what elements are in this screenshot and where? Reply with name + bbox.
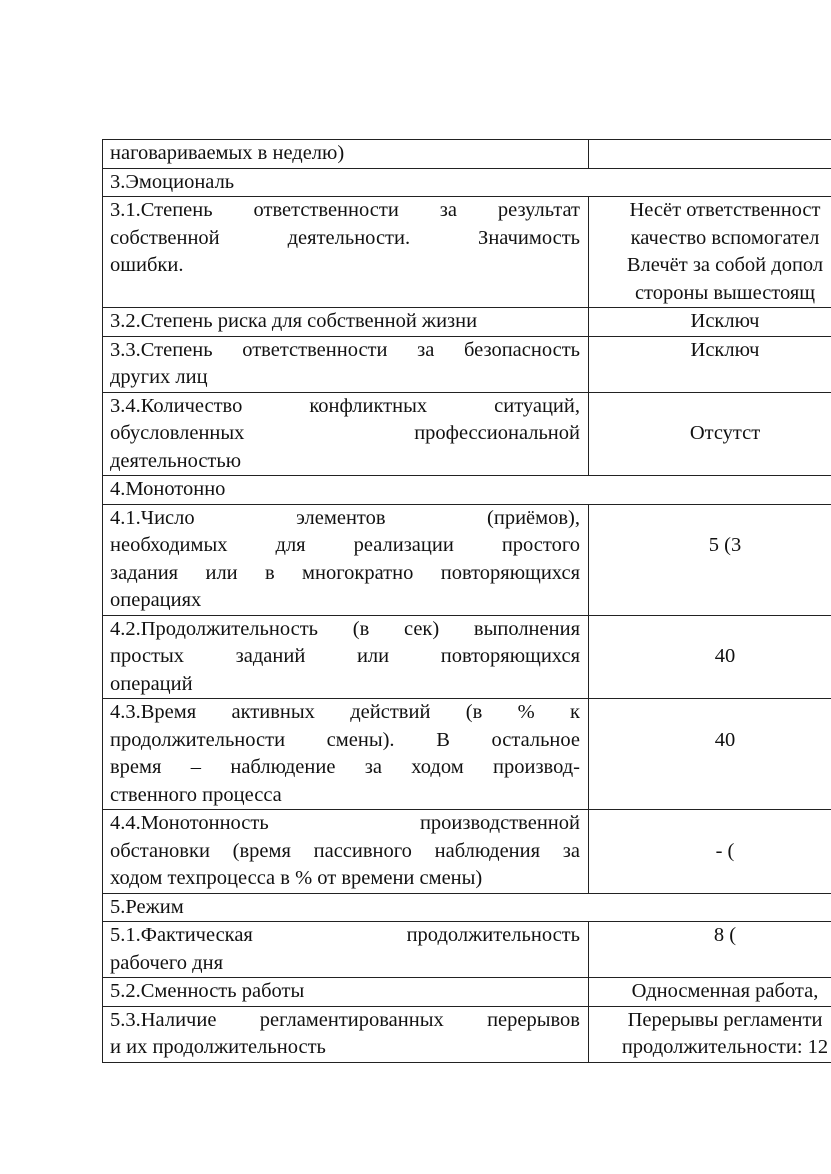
criterion-text-line: операций [110, 672, 193, 695]
table-row [103, 392, 831, 476]
criterion-cell [103, 336, 589, 392]
value-text-line [596, 587, 831, 615]
value-text-line [596, 364, 831, 392]
criterion-text-line: 5.2.Сменность работы [110, 980, 305, 1002]
criterion-text-line: ошибки. [110, 254, 184, 276]
value-text-line [596, 448, 831, 476]
table-row [103, 978, 831, 1007]
value-text-line [596, 782, 831, 810]
value-cell [589, 308, 831, 337]
criterion-text-line [110, 280, 580, 308]
value-text-line: Отсутст [689, 422, 761, 444]
value-text-line: 5 (3 [708, 534, 742, 556]
criterion-text-line: 4.2.Продолжительность (в сек) выполнения [110, 617, 580, 640]
criterion-text-line: 3.3.Степень ответственности за безопасность [110, 338, 580, 361]
value-text-line: Односменная работа, [631, 980, 819, 1002]
table-row [103, 922, 831, 978]
criterion-text-line: 4.3.Время активных действий (в % к [110, 701, 580, 723]
work-conditions-table [102, 139, 831, 1063]
section-heading: 4.Монотонно [103, 476, 831, 505]
criterion-text-line: операциях [110, 589, 202, 611]
value-cell [589, 615, 831, 699]
criterion-text-line: 4.1.Число элементов (приёмов), [110, 506, 580, 529]
table-row [103, 615, 831, 699]
value-text-line: 40 [714, 728, 736, 751]
value-text-line: 40 [714, 645, 736, 667]
value-cell [589, 336, 831, 392]
criterion-text-line: 5.1.Фактическая продолжительность [110, 924, 580, 946]
value-cell [589, 140, 831, 169]
criterion-text-line: деятельностью [110, 449, 242, 472]
value-text-line: Перерывы регламенти [627, 1008, 823, 1031]
criterion-text-line: собственной деятельности. Значимость [110, 226, 580, 249]
value-text-line: Влечёт за собой допол [626, 254, 824, 276]
value-text-line [596, 671, 831, 699]
criterion-text-line: ходом техпроцесса в % от времени смены) [110, 867, 483, 889]
criterion-cell [103, 978, 589, 1007]
value-text-line: продолжительности: 12 [621, 1036, 829, 1058]
criterion-cell [103, 308, 589, 337]
value-text-line: качество вспомогател [630, 226, 820, 249]
criterion-text-line: обстановки (время пассивного наблюдения за [110, 839, 580, 862]
section-row [103, 168, 831, 197]
table-row [103, 1006, 831, 1062]
value-text-line [596, 505, 831, 533]
value-text-line [596, 699, 831, 727]
criterion-text-line: необходимых для реализации простого [110, 534, 580, 556]
section-heading: 5.Режим [103, 893, 831, 922]
criterion-text-line: других лиц [110, 366, 208, 388]
value-cell [589, 922, 831, 978]
value-cell [589, 810, 831, 894]
value-text-line [596, 810, 831, 838]
value-text-line: Исключ [690, 310, 760, 332]
criterion-text-line: простых заданий или повторяющихся [110, 645, 580, 667]
criterion-cell [103, 1006, 589, 1062]
criterion-cell [103, 922, 589, 978]
criterion-text-line: 5.3.Наличие регламентированных перерывов [110, 1008, 580, 1031]
criterion-text-line: рабочего дня [110, 951, 224, 974]
value-text-line: Исключ [690, 338, 760, 361]
value-text-line [596, 865, 831, 893]
value-text-line [596, 560, 831, 588]
criterion-cell [103, 197, 589, 308]
value-text-line [596, 393, 831, 421]
value-text-line: Несёт ответственност [629, 199, 821, 221]
value-text-line: - ( [715, 839, 735, 862]
value-text-line: стороны вышестоящ [634, 281, 816, 304]
criterion-text-line: обусловленных профессиональной [110, 422, 580, 444]
value-text-line [596, 616, 831, 644]
table-row [103, 336, 831, 392]
criterion-text-line: наговариваемых в неделю) [110, 142, 345, 164]
criterion-cell [103, 615, 589, 699]
criterion-cell [103, 140, 589, 169]
criterion-text-line: продолжительности смены). В остальное [110, 728, 580, 751]
value-text-line [596, 140, 831, 168]
criterion-text-line: задания или в многократно повторяющихся [110, 561, 580, 584]
section-heading: 3.Эмоциональ [103, 168, 831, 197]
value-cell [589, 392, 831, 476]
criterion-cell [103, 504, 589, 615]
criterion-text-line: ственного процесса [110, 783, 282, 806]
value-cell [589, 978, 831, 1007]
table-row [103, 810, 831, 894]
criterion-text-line: 3.2.Степень риска для собственной жизни [110, 310, 478, 332]
value-text-line [596, 754, 831, 782]
section-row [103, 476, 831, 505]
table-row [103, 140, 831, 169]
criterion-cell [103, 810, 589, 894]
value-cell [589, 504, 831, 615]
criterion-text-line: и их продолжительность [110, 1036, 326, 1058]
table-row [103, 308, 831, 337]
criterion-cell [103, 392, 589, 476]
value-text-line: 8 ( [713, 924, 737, 946]
table-body [103, 140, 831, 1063]
criterion-text-line: 3.1.Степень ответственности за результат [110, 199, 580, 221]
value-cell [589, 197, 831, 308]
criterion-text-line: 4.4.Монотонность производственной [110, 812, 580, 834]
value-cell [589, 1006, 831, 1062]
criterion-cell [103, 699, 589, 810]
criterion-text-line: время – наблюдение за ходом производ- [110, 756, 580, 778]
table-row [103, 197, 831, 308]
value-cell [589, 699, 831, 810]
table-row [103, 504, 831, 615]
section-row [103, 893, 831, 922]
value-text-line [596, 950, 831, 978]
table-row [103, 699, 831, 810]
criterion-text-line: 3.4.Количество конфликтных ситуаций, [110, 394, 580, 417]
